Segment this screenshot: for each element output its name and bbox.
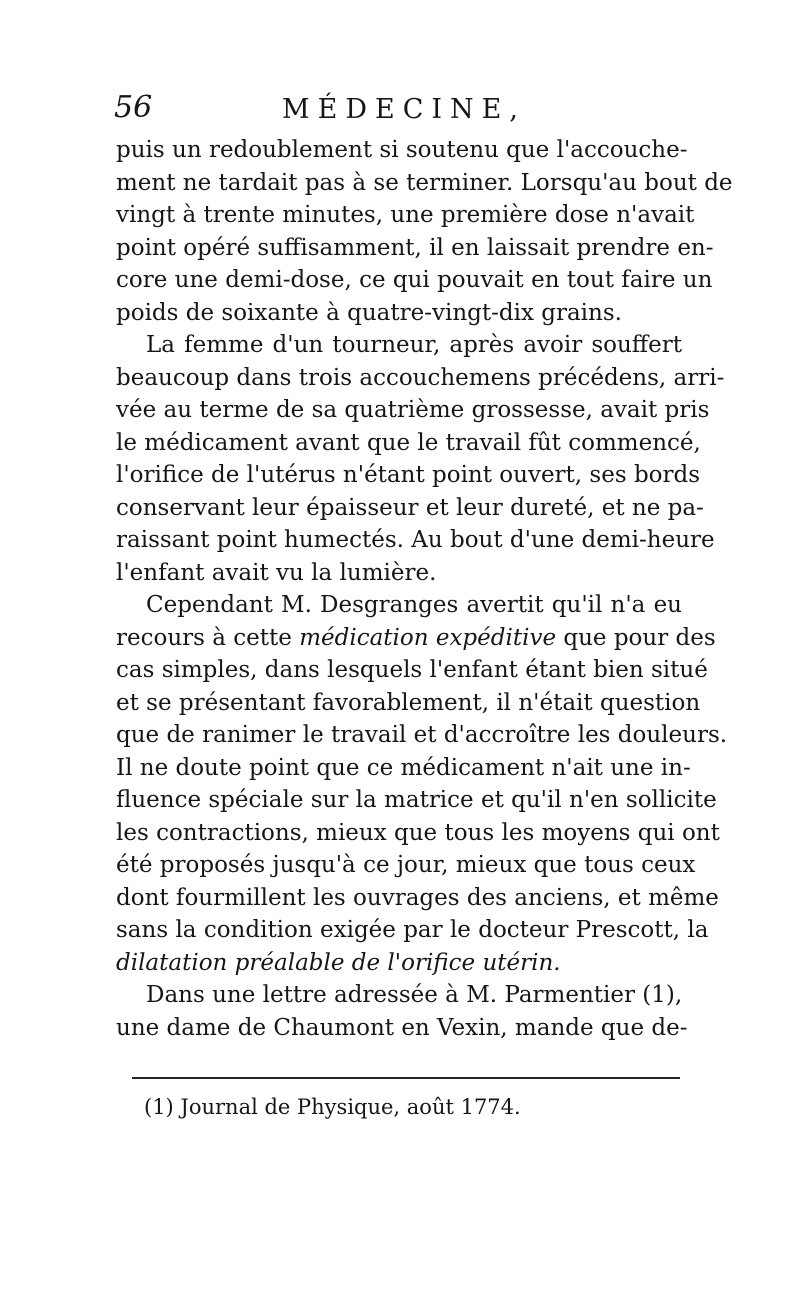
text-line: Il ne doute point que ce médicament n'ait une in- [116,754,691,781]
text-line: Cependant M. Desgranges avertit qu'il n'a eu [146,592,682,618]
text-line: core une demi-dose, ce qui pouvait en tout faire un [116,267,713,293]
text-line [116,622,716,655]
text-line: vingt à trente minutes, une première dose n'avait [116,202,695,228]
text-segment: recours à cette [116,624,292,651]
page-number: 56 [114,90,153,125]
text-line: ment ne tardait pas à se terminer. Lorsqu'au bout de [116,169,733,196]
text-line: conservant leur épaisseur et leur dureté, et ne pa- [116,494,704,521]
running-title: MÉDECINE, [282,94,526,125]
text-segment: que pour des [563,624,716,651]
text-line: puis un redoublement si soutenu que l'accouche- [116,137,688,163]
text-line: cas simples, dans lesquels l'enfant étant bien situé [116,657,708,683]
text-line: l'orifice de l'utérus n'étant point ouvert, ses bords [116,462,701,488]
paragraph-1 [116,134,733,329]
text-line: point opéré suffisamment, il en laissait prendre en- [116,234,714,261]
text-line: fluence spéciale sur la matrice et qu'il n'en sollicite [116,787,717,813]
text-line: Dans une lettre adressée à M. Parmentier (1), [146,982,683,1008]
text-line: beaucoup dans trois accouchemens précédens, arri- [116,364,725,391]
italic-line: dilatation préalable de l'orifice utérin. [116,949,561,976]
text-line: l'enfant avait vu la lumière. [116,559,437,586]
running-head [114,88,694,128]
text-line: La femme d'un tourneur, après avoir souffert [146,332,682,358]
text-line: dont fourmillent les ouvrages des anciens, et même [116,884,719,911]
paragraph-4 [116,979,688,1044]
italic-phrase: médication expéditive [299,624,557,651]
paragraph-3 [116,589,728,979]
text-line: poids de soixante à quatre-vingt-dix grains. [116,299,622,326]
text-line: une dame de Chaumont en Vexin, mande que de- [116,1014,688,1041]
text-line: été proposés jusqu'à ce jour, mieux que tous ceux [116,852,696,878]
text-line: les contractions, mieux que tous les moyens qui ont [116,819,720,846]
body-text [116,134,733,1044]
text-line: sans la condition exigée par le docteur Prescott, la [116,917,709,943]
text-line: que de ranimer le travail et d'accroître les douleurs. [116,722,728,748]
paragraph-2 [116,329,725,589]
text-line: et se présentant favorablement, il n'était question [116,689,701,716]
text-line: le médicament avant que le travail fût commencé, [116,429,701,456]
footnote: (1) Journal de Physique, août 1774. [144,1095,521,1119]
text-line: vée au terme de sa quatrième grossesse, avait pris [116,397,710,423]
footnote-rule [132,1077,680,1079]
text-line: raissant point humectés. Au bout d'une demi-heure [116,527,715,553]
